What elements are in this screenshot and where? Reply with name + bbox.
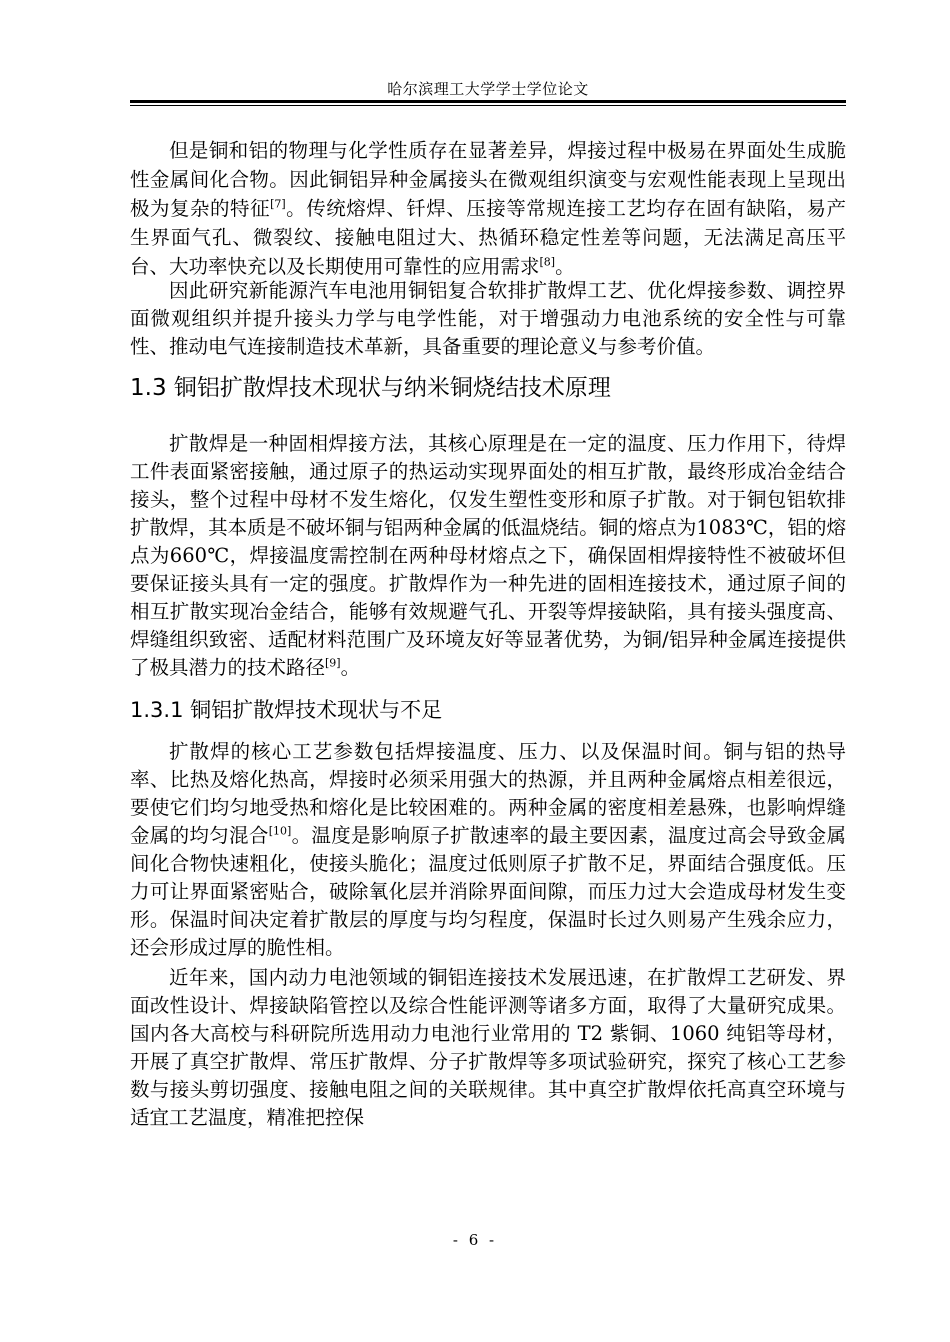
page-number: - 6 - (452, 1231, 498, 1249)
main-content (130, 136, 846, 1132)
paragraph: 因此研究新能源汽车电池用铜铝复合软排扩散焊工艺、优化焊接参数、调控界面微观组织并提升接头力学与电学性能，对于增强动力电池系统的安全性与可靠性、推动电气连接制造技术革新，具备重要的理论意义与参考价值。 (130, 279, 846, 358)
citation-ref: [10] (268, 824, 292, 838)
paragraph: 近年来，国内动力电池领域的铜铝连接技术发展迅速，在扩散焊工艺研发、界面改性设计、焊接缺陷管控以及综合性能评测等诸多方面，取得了大量研究成果。国内各大高校与科研院所选用动力电池行业常用的 T2 紫铜、1060 纯铝等母材，开展了真空扩散焊、常压扩散焊、分子扩散焊等多项试验研究，探究了核心工艺参数与接头剪切强度、接触电阻之间的关联规律。其中真空扩散焊依托高真空环境与适宜工艺温度，精准把控保 (130, 966, 846, 1129)
section-heading: 1.3 铜铝扩散焊技术现状与纳米铜烧结技术原理 (130, 375, 611, 401)
running-header: 哈尔滨理工大学学士学位论文 (387, 80, 589, 98)
header-rule-thin (130, 105, 846, 106)
paragraph: 扩散焊的核心工艺参数包括焊接温度、压力、以及保温时间。铜与铝的热导率、比热及熔化热高，焊接时必须采用强大的热源，并且两种金属熔点相差很远，要使它们均匀地受热和熔化是比较困难的。两种金属的密度相差悬殊，也影响焊缝金属的均匀混合[10]。温度是影响原子扩散速率的最主要因素，温度过高会导致金属间化合物快速粗化，使接头脆化；温度过低则原子扩散不足，界面结合强度低。压力可让界面紧密贴合，破除氧化层并消除界面间隙，而压力过大会造成母材发生变形。保温时间决定着扩散层的厚度与均匀程度，保温时长过久则易产生残余应力，还会形成过厚的脆性相。 (130, 740, 846, 959)
paragraph: 但是铜和铝的物理与化学性质存在显著差异，焊接过程中极易在界面处生成脆性金属间化合物。因此铜铝异种金属接头在微观组织演变与宏观性能表现上呈现出极为复杂的特征[7]。传统熔焊、钎焊、压接等常规连接工艺均存在固有缺陷，易产生界面气孔、微裂纹、接触电阻过大、热循环稳定性差等问题，无法满足高压平台、大功率快充以及长期使用可靠性的应用需求[8]。 (130, 139, 846, 278)
paragraph: 扩散焊是一种固相焊接方法，其核心原理是在一定的温度、压力作用下，待焊工件表面紧密接触，通过原子的热运动实现界面处的相互扩散，最终形成冶金结合接头，整个过程中母材不发生熔化，仅发生塑性变形和原子扩散。对于铜包铝软排扩散焊，其本质是不破坏铜与铝两种金属的低温烧结。铜的熔点为1083℃，铝的熔点为660℃，焊接温度需控制在两种母材熔点之下，确保固相焊接特性不被破坏但要保证接头具有一定的强度。扩散焊作为一种先进的固相连接技术，通过原子间的相互扩散实现冶金结合，能够有效规避气孔、开裂等焊接缺陷，具有接头强度高、焊缝组织致密、适配材料范围广及环境友好等显著优势，为铜/铝异种金属连接提供了极具潜力的技术路径[9]。 (130, 432, 846, 679)
header-rule-thick (130, 100, 846, 103)
citation-ref: [9] (325, 656, 341, 670)
subsection-heading: 1.3.1 铜铝扩散焊技术现状与不足 (130, 698, 443, 722)
citation-ref: [7] (270, 197, 286, 211)
citation-ref: [8] (539, 255, 556, 269)
